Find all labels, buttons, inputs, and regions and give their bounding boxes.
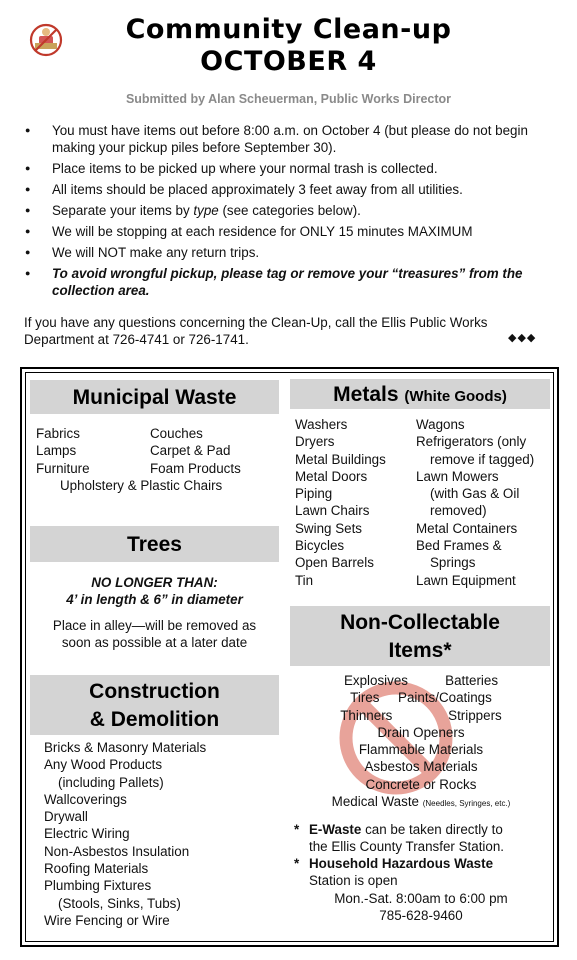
ewaste-line-2: the Ellis County Transfer Station. xyxy=(309,839,505,854)
noncollectable-row-8 xyxy=(290,793,552,812)
list-item: Springs xyxy=(430,555,476,571)
noncollectable-heading-line2: Items* xyxy=(388,639,452,662)
list-item: (Stools, Sinks, Tubs) xyxy=(58,895,181,911)
list-item: Fabrics xyxy=(36,426,80,441)
list-item: Couches xyxy=(150,426,203,441)
diamonds-ornament: ◆◆◆ xyxy=(508,332,537,344)
list-item: (including Pallets) xyxy=(58,774,164,790)
list-item: Lamps xyxy=(36,443,77,459)
medical-waste-label: Medical Waste xyxy=(331,794,419,809)
trees-limit-1: NO LONGER THAN: xyxy=(91,575,218,590)
list-item: ● We will NOT make any return trips. xyxy=(22,244,554,261)
construction-heading-line1: Construction xyxy=(89,680,220,703)
medical-waste-note: (Needles, Syringes, etc.) xyxy=(422,799,511,808)
trees-limit-2: 4’ in length & 6” in diameter xyxy=(66,592,243,607)
instructions-list xyxy=(22,122,554,303)
metals-heading-sub: (White Goods) xyxy=(404,388,507,405)
list-item: Non-Asbestos Insulation xyxy=(44,843,190,859)
municipal-waste-heading: Municipal Waste xyxy=(30,380,279,414)
hhw-phone: 785-628-9460 xyxy=(379,908,463,923)
list-item: Refrigerators (only xyxy=(416,434,527,450)
list-item: ● Place items to be picked up where your normal trash is collected. xyxy=(22,160,554,177)
list-item: Wire Fencing or Wire xyxy=(44,912,170,928)
metals-heading-main: Metals xyxy=(333,383,399,406)
list-item: Any Wood Products xyxy=(44,757,163,773)
list-item: (with Gas & Oil xyxy=(430,486,520,502)
list-item: Bicycles xyxy=(295,538,345,554)
noncollectable-row-5: Flammable Materials xyxy=(358,742,484,757)
noncollectable-row-3: Thinners Strippers xyxy=(340,708,502,723)
list-item: Drywall xyxy=(44,809,88,825)
municipal-left-list xyxy=(36,425,90,477)
list-item: Furniture xyxy=(36,460,90,476)
list-item: Wagons xyxy=(416,417,465,432)
hhw-line-2: Station is open xyxy=(309,873,398,888)
noncollectable-row-1: Explosives Batteries xyxy=(343,673,499,688)
ewaste-asterisk: * xyxy=(294,822,300,837)
list-item: Plumbing Fixtures xyxy=(44,878,152,894)
noncollectable-row-4: Drain Openers xyxy=(377,725,465,740)
ewaste-line-1: E-Waste can be taken directly to xyxy=(309,822,503,837)
list-item: Electric Wiring xyxy=(44,826,130,842)
list-item: Bricks & Masonry Materials xyxy=(44,740,207,755)
list-item: Lawn Mowers xyxy=(416,468,499,484)
list-item: ● All items should be placed approximately 3 feet away from all utilities. xyxy=(22,181,554,198)
hhw-line-1: Household Hazardous Waste xyxy=(309,856,494,871)
list-item: Roofing Materials xyxy=(44,861,149,877)
construction-list xyxy=(44,739,206,929)
hhw-asterisk: * xyxy=(294,856,300,871)
trees-note-2: soon as possible at a later date xyxy=(61,635,248,650)
list-item: Lawn Chairs xyxy=(295,503,370,519)
construction-heading-line2: & Demolition xyxy=(89,708,220,731)
metals-left-list xyxy=(295,416,386,589)
list-item: Metal Containers xyxy=(416,520,518,536)
metals-right-list xyxy=(416,416,534,589)
list-item: Lawn Equipment xyxy=(416,572,516,588)
list-item: Tin xyxy=(295,572,314,588)
list-item: ● You must have items out before 8:00 a.m. on October 4 (but please do not begin making your pickup piles before September 30). xyxy=(22,122,554,156)
municipal-right-list xyxy=(150,425,241,477)
noncollectable-row-7: Concrete or Rocks xyxy=(365,777,477,792)
list-item: remove if tagged) xyxy=(430,451,535,467)
hhw-hours: Mon.-Sat. 8:00am to 6:00 pm xyxy=(334,891,508,906)
list-item: Bed Frames & xyxy=(416,538,502,554)
list-item: ● Separate your items by type (see categories below). xyxy=(22,202,554,219)
list-item: Dryers xyxy=(295,434,335,450)
list-item: Swing Sets xyxy=(295,520,362,536)
metals-heading xyxy=(290,379,550,409)
list-item: Piping xyxy=(295,486,333,502)
trees-heading: Trees xyxy=(30,526,279,562)
noncollectable-row-6: Asbestos Materials xyxy=(364,759,478,774)
list-item: Washers xyxy=(295,417,348,432)
page-title: Community Clean-up xyxy=(125,14,452,45)
list-item: ● We will be stopping at each residence for ONLY 15 minutes MAXIMUM xyxy=(22,223,554,240)
list-item: removed) xyxy=(430,503,487,519)
list-item: Foam Products xyxy=(150,460,241,476)
page-date-title: OCTOBER 4 xyxy=(200,46,377,77)
list-item: Metal Buildings xyxy=(295,451,386,467)
list-item: Metal Doors xyxy=(295,468,368,484)
list-item: Open Barrels xyxy=(295,555,374,571)
noncollectable-heading xyxy=(290,606,550,666)
noncollectable-row-2: Tires Paints/Coatings xyxy=(350,690,492,705)
questions-text: If you have any questions concerning the Clean-Up, call the Ellis Public Works Department at 726-4741 or 726-1741. xyxy=(24,315,488,347)
trees-note-1: Place in alley—will be removed as xyxy=(52,618,257,633)
list-item: Wallcoverings xyxy=(44,791,127,807)
noncollectable-heading-line1: Non-Collectable xyxy=(340,611,500,634)
list-item: ● To avoid wrongful pickup, please tag or remove your “treasures” from the collection area. xyxy=(22,265,554,299)
submitted-by: Submitted by Alan Scheuerman, Public Works Director xyxy=(125,92,452,106)
construction-heading xyxy=(30,675,279,735)
list-item: Carpet & Pad xyxy=(150,443,231,459)
municipal-last-item: Upholstery & Plastic Chairs xyxy=(60,478,223,493)
ewaste-label: E-Waste xyxy=(309,822,362,837)
